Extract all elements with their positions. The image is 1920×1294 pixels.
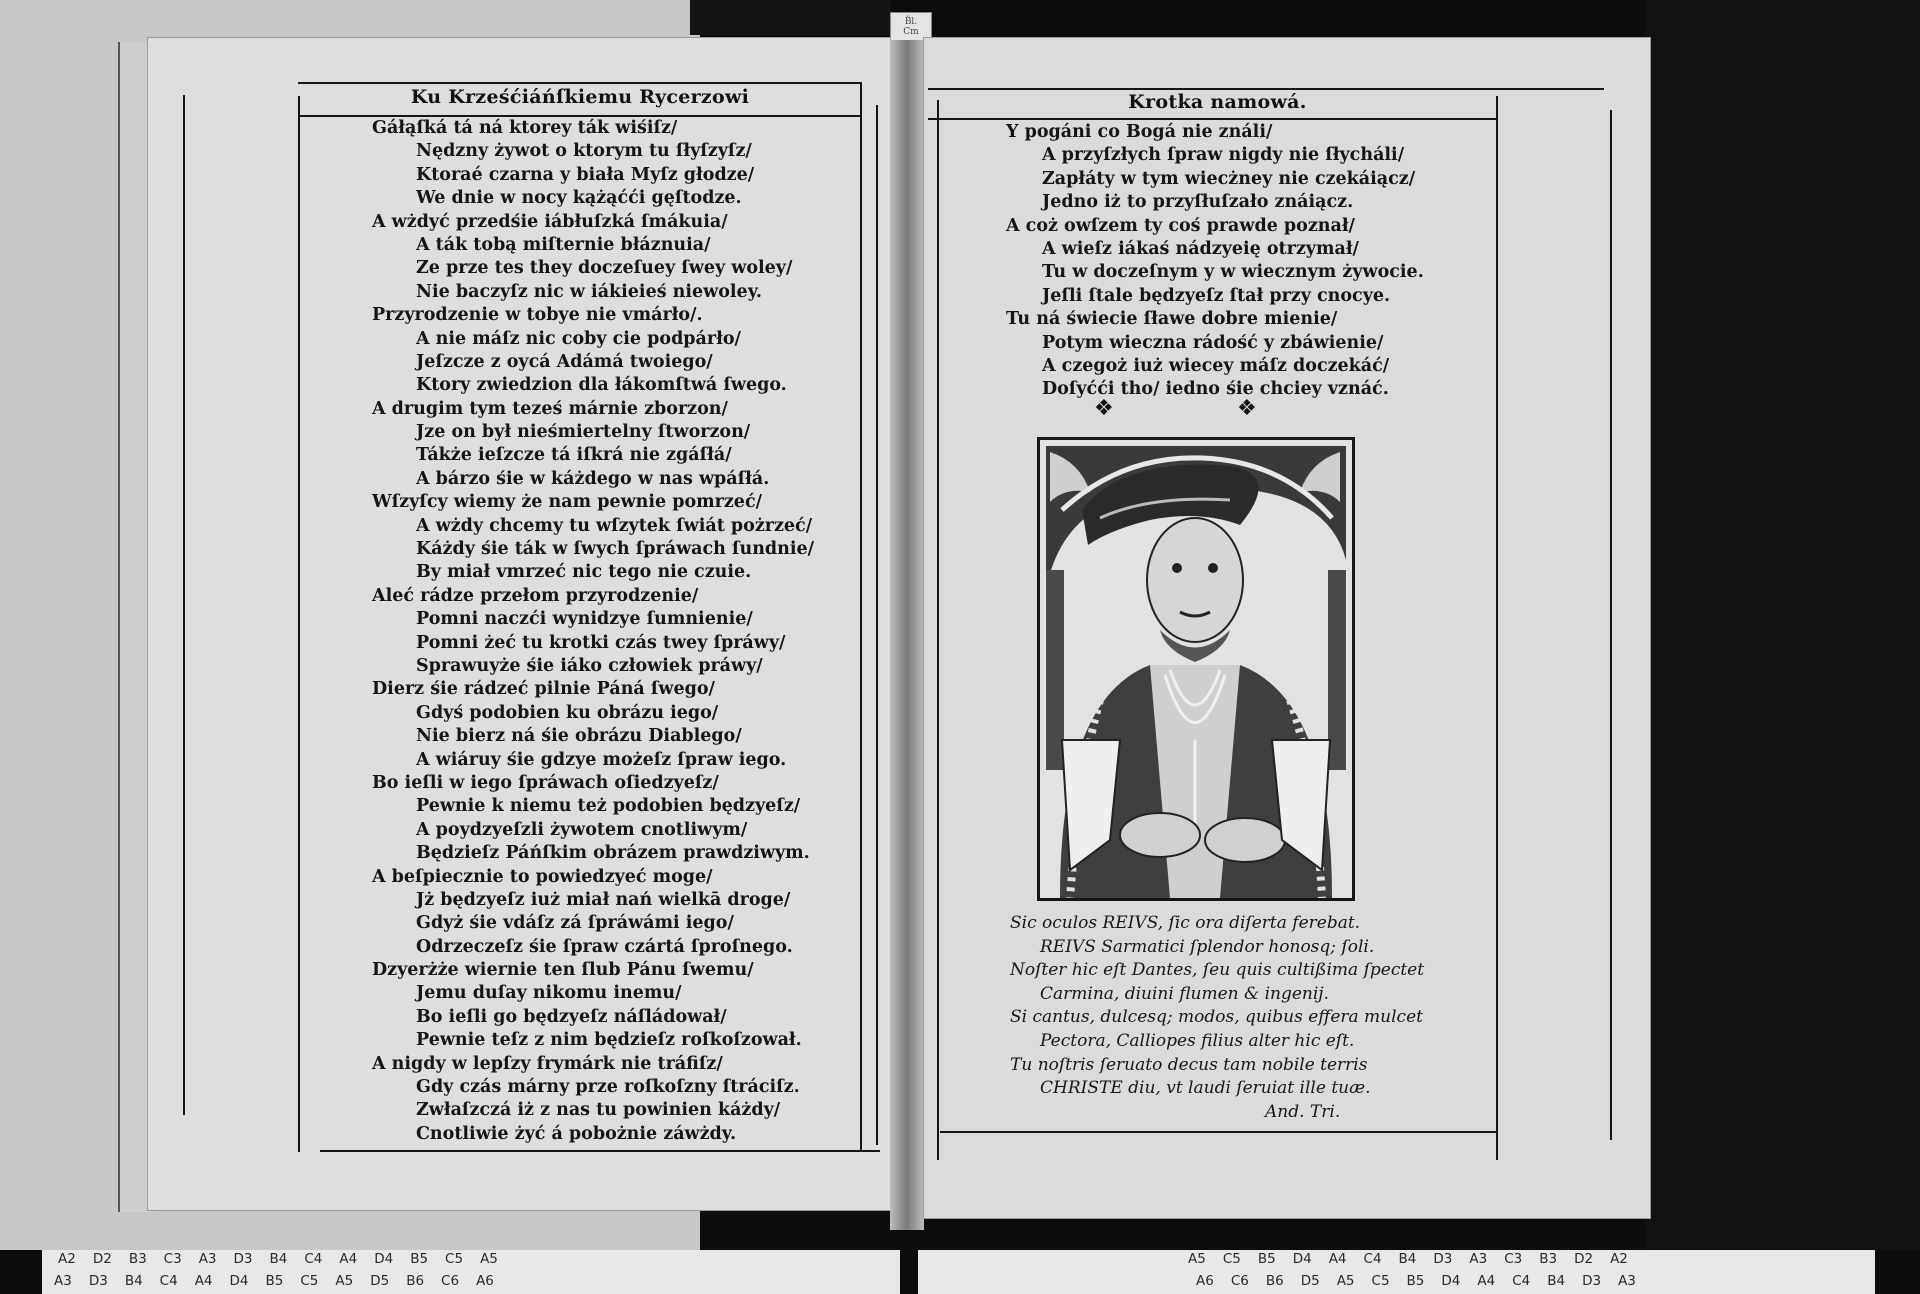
right-frame-rule xyxy=(937,100,939,1160)
verse-line: Gdyś podobien ku obrázu iego/ xyxy=(416,702,719,723)
verse-line: We dnie w nocy kążąćći gęſtodze. xyxy=(416,188,742,209)
scale-label: B5 xyxy=(1406,1273,1425,1289)
scale-label: C4 xyxy=(1512,1273,1531,1289)
verse-line: Gdy czás márny prze roſkoſzny ſtráciſz. xyxy=(416,1077,800,1098)
verse-line: Jeſzcze z oycá Adámá twoiego/ xyxy=(416,351,713,372)
scale-label: D2 xyxy=(92,1251,112,1267)
scale-label: A6 xyxy=(476,1273,494,1289)
scale-label: B6 xyxy=(406,1273,425,1289)
verse-line: Gáłąſká tá ná ktorey ták wiśiſz/ xyxy=(372,118,678,138)
verse-line: Bo ieſli go będzyeſz náſládował/ xyxy=(416,1006,727,1027)
epigram-line: Tu noſtris ſeruato decus tam nobile terris xyxy=(1010,1054,1368,1075)
fleuron-ornament: ❖ xyxy=(1094,396,1114,421)
epigram-line: CHRISTE diu, vt laudi ſeruiat ille tuæ. xyxy=(1040,1078,1371,1099)
verse-line: Potym wieczna rádość y zbáwienie/ xyxy=(1042,332,1384,353)
scale-label: A5 xyxy=(1188,1251,1206,1267)
verse-line: A drugim tym teześ márnie zborzon/ xyxy=(372,398,728,419)
scale-label: C5 xyxy=(1371,1273,1390,1289)
scale-label: A3 xyxy=(198,1251,217,1267)
epigram-line: Pectora, Calliopes filius alter hic eſt. xyxy=(1040,1030,1355,1051)
verse-line: Odrzeczeſz śie ſpraw czártá ſproſnego. xyxy=(416,936,793,957)
left-frame-rule xyxy=(860,82,862,1152)
verse-line: A wżdy chcemy tu wſzytek ſwiát pożrzeć/ xyxy=(416,515,813,536)
verse-line: A przyſzłych ſpraw nigdy nie ſłycháli/ xyxy=(1042,145,1405,166)
scale-label: C4 xyxy=(1363,1251,1382,1267)
scale-block xyxy=(1875,1250,1920,1294)
scale-label: D4 xyxy=(229,1273,249,1289)
verse-line: A nigdy w lepſzy frymárk nie tráfiſz/ xyxy=(372,1053,723,1074)
scale-label: D5 xyxy=(1300,1273,1320,1289)
right-header-rule-bottom xyxy=(928,118,1496,120)
verse-line: A beſpiecznie to powiedzyeć moge/ xyxy=(372,866,713,887)
verse-line: Káżdy śie ták w ſwych ſpráwach ſundnie/ xyxy=(416,539,815,560)
verse-line: Ktoraé czarna y biała Myſz głodze/ xyxy=(416,164,755,185)
verse-line: A bárzo śie w káżdego w nas wpáſłá. xyxy=(416,468,770,489)
scale-label: B5 xyxy=(410,1251,429,1267)
scale-label: C6 xyxy=(1230,1273,1249,1289)
scale-block xyxy=(900,1250,918,1294)
scan-background-top xyxy=(690,0,890,35)
scale-label: C5 xyxy=(1222,1251,1241,1267)
scale-label: C3 xyxy=(163,1251,182,1267)
verse-line: Przyrodzenie w tobye nie vmárło/. xyxy=(372,305,703,326)
verse-line: A ták tobą miſternie błáznuia/ xyxy=(416,234,711,255)
latin-epigram xyxy=(1010,912,1424,1124)
scale-label: A4 xyxy=(339,1251,358,1267)
scan-background-right xyxy=(1645,0,1920,1250)
left-inner-rule xyxy=(876,105,878,1145)
epigram-line: Noſter hic eſt Dantes, ſeu quis cultißima ſpectet xyxy=(1010,960,1425,981)
verse-line: By miał vmrzeć nic tego nie czuie. xyxy=(416,562,752,583)
verse-line: Gdyż śie vdáſz zá ſpráwámi iego/ xyxy=(416,913,734,934)
right-outer-rule xyxy=(1610,110,1612,1140)
verse-line: Sprawuyże śie iáko człowiek práwy/ xyxy=(416,655,763,676)
left-outer-rule xyxy=(183,95,185,1115)
scale-label: D3 xyxy=(233,1251,253,1267)
scale-labels-right-top xyxy=(1188,1251,1645,1267)
verse-line: Jedno iż to przyſłuſzało znáiącz. xyxy=(1042,192,1354,213)
scale-label: D3 xyxy=(1433,1251,1453,1267)
scale-label: B4 xyxy=(269,1251,288,1267)
verse-line: Jeſli ſtale będzyeſz ſtał przy cnocye. xyxy=(1042,285,1391,306)
scale-label: D2 xyxy=(1574,1251,1594,1267)
scale-label: B3 xyxy=(1539,1251,1558,1267)
scale-label: A2 xyxy=(58,1251,76,1267)
verse-line: Będzieſz Páńſkim obrázem prawdziwym. xyxy=(416,843,810,864)
scale-label: C5 xyxy=(445,1251,464,1267)
verse-line: Jemu duſay nikomu inemu/ xyxy=(416,983,682,1004)
right-frame-bottom-rule xyxy=(940,1131,1496,1133)
scale-label: A5 xyxy=(335,1273,354,1289)
left-frame-rule xyxy=(298,96,300,1152)
verse-line: A czegoż iuż wiecey máſz doczekáć/ xyxy=(1042,355,1390,376)
verse-line: Tu ná świecie ſławe dobre mienie/ xyxy=(1006,309,1338,330)
left-page-header: Ku Krześćiáńſkiemu Rycerzowi xyxy=(410,86,750,108)
verse-line: Wſzyſcy wiemy że nam pewnie pomrzeć/ xyxy=(372,492,762,513)
scale-label: C4 xyxy=(304,1251,323,1267)
scale-label: C5 xyxy=(300,1273,319,1289)
verse-line: Doſyćći tho/ iedno śie chciey vznáć. xyxy=(1042,379,1389,400)
scale-label: D5 xyxy=(370,1273,390,1289)
verse-line: Zwłaſzczá iż z nas tu powinien káżdy/ xyxy=(416,1100,781,1121)
verse-line: Pewnie k niemu też podobien będzyeſz/ xyxy=(416,796,801,817)
scale-label: A2 xyxy=(1610,1251,1628,1267)
scale-label: D3 xyxy=(88,1273,108,1289)
verse-line: Aleć rádze przełom przyrodzenie/ xyxy=(372,585,699,606)
library-tab-line: Cm xyxy=(903,27,919,37)
verse-line: Dierz śie rádzeć pilnie Páná ſwego/ xyxy=(372,679,715,700)
scale-label: A3 xyxy=(54,1273,72,1289)
verse-line: A nie máſz nic coby cie podpárło/ xyxy=(416,328,741,349)
scale-label: B4 xyxy=(124,1273,143,1289)
scale-label: D4 xyxy=(1292,1251,1312,1267)
verse-line: Bo ieſli w iego ſpráwach oſiedzyeſz/ xyxy=(372,772,719,793)
scale-labels-left-bottom xyxy=(54,1273,511,1289)
scale-label: B5 xyxy=(265,1273,284,1289)
verse-line: Tákże ieſzcze tá iſkrá nie zgáſłá/ xyxy=(416,445,732,466)
left-header-rule-top xyxy=(298,82,860,84)
scale-label: B3 xyxy=(128,1251,147,1267)
fleuron-ornament: ❖ xyxy=(1237,396,1257,421)
scale-label: C4 xyxy=(159,1273,178,1289)
scale-label: A6 xyxy=(1196,1273,1214,1289)
verse-line: Jż będzyeſz iuż miał nań wielkā droge/ xyxy=(416,889,791,910)
verse-line: Pewnie teſz z nim będzieſz roſkoſzował. xyxy=(416,1030,802,1051)
verse-line: Dzyerżże wiernie ten ſlub Pánu ſwemu/ xyxy=(372,960,754,981)
left-frame-bottom-rule xyxy=(320,1150,880,1152)
scale-label: A5 xyxy=(1336,1273,1355,1289)
scale-labels-right-bottom xyxy=(1196,1273,1653,1289)
scale-label: B5 xyxy=(1257,1251,1276,1267)
verse-line: Zapłáty w tym wiecżney nie czekáiącz/ xyxy=(1042,168,1416,189)
scale-label: D4 xyxy=(374,1251,394,1267)
verse-line: Ze prze tes they doczeſuey ſwey woley/ xyxy=(416,258,793,279)
scale-label: A4 xyxy=(194,1273,213,1289)
scale-label: A4 xyxy=(1328,1251,1347,1267)
scale-label: B4 xyxy=(1398,1251,1417,1267)
left-verse xyxy=(372,117,814,1146)
scale-label: C6 xyxy=(441,1273,460,1289)
verse-line: Pomni naczći wynidzye ſumnienie/ xyxy=(416,609,753,630)
verse-line: Ktory zwiedzion dla łákomſtwá ſwego. xyxy=(416,375,787,396)
woodcut-portrait xyxy=(1037,437,1355,901)
verse-line: Nędzny żywot o ktorym tu ſłyſzyſz/ xyxy=(416,141,752,162)
epigram-line: Sic oculos REIVS, ſic ora diſerta ferebat. xyxy=(1010,913,1361,933)
right-header-rule-top xyxy=(928,88,1604,90)
right-page-header: Krotka namowá. xyxy=(1128,91,1307,113)
epigram-line: REIVS Sarmatici ſplendor honosq; ſoli. xyxy=(1040,936,1375,957)
scale-label: A4 xyxy=(1477,1273,1496,1289)
verse-line: A wieſz iákaś nádzyeię otrzymał/ xyxy=(1042,238,1359,259)
verse-line: A poydzyeſzli żywotem cnotliwym/ xyxy=(416,819,748,840)
right-frame-rule xyxy=(1496,96,1498,1160)
book-gutter xyxy=(890,40,924,1230)
scale-label: A5 xyxy=(480,1251,498,1267)
scale-label: A3 xyxy=(1618,1273,1636,1289)
portrait-illustration xyxy=(1040,440,1352,898)
scale-label: D3 xyxy=(1582,1273,1602,1289)
scale-labels-left-top xyxy=(58,1251,515,1267)
epigram-line: Si cantus, dulcesq; modos, quibus effera mulcet xyxy=(1010,1007,1423,1028)
verse-line: Jze on był nieśmiertelny ſtworzon/ xyxy=(416,422,751,443)
scale-label: D4 xyxy=(1441,1273,1461,1289)
epigram-line: Carmina, diuini flumen & ingenij. xyxy=(1040,983,1329,1004)
verse-line: Cnotliwie żyć á pobożnie záwżdy. xyxy=(416,1123,737,1144)
epigram-signature: And. Tri. xyxy=(1265,1101,1341,1122)
library-tab-line: B̈l. xyxy=(904,17,918,27)
scale-label: A3 xyxy=(1469,1251,1488,1267)
verse-line: A coż owſzem ty coś prawde poznał/ xyxy=(1006,215,1355,236)
scale-label: C3 xyxy=(1504,1251,1523,1267)
scale-label: B4 xyxy=(1547,1273,1566,1289)
verse-line: Y pogáni co Bogá nie ználi/ xyxy=(1006,122,1273,142)
verse-line: A wżdyć przedśie iábłuſzká ſmákuia/ xyxy=(372,211,728,232)
scale-label: B6 xyxy=(1265,1273,1284,1289)
verse-line: Pomni żeć tu krotki czás twey ſpráwy/ xyxy=(416,632,786,653)
scale-block xyxy=(0,1250,42,1294)
verse-line: Tu w doczeſnym y w wiecznym żywocie. xyxy=(1042,262,1424,283)
right-verse xyxy=(1006,121,1424,402)
verse-line: Nie baczyſz nic w iákieieś niewoley. xyxy=(416,281,762,302)
verse-line: Nie bierz ná śie obrázu Diablego/ xyxy=(416,726,742,747)
verse-line: A wiáruy śie gdzye możeſz ſpraw iego. xyxy=(416,749,787,770)
